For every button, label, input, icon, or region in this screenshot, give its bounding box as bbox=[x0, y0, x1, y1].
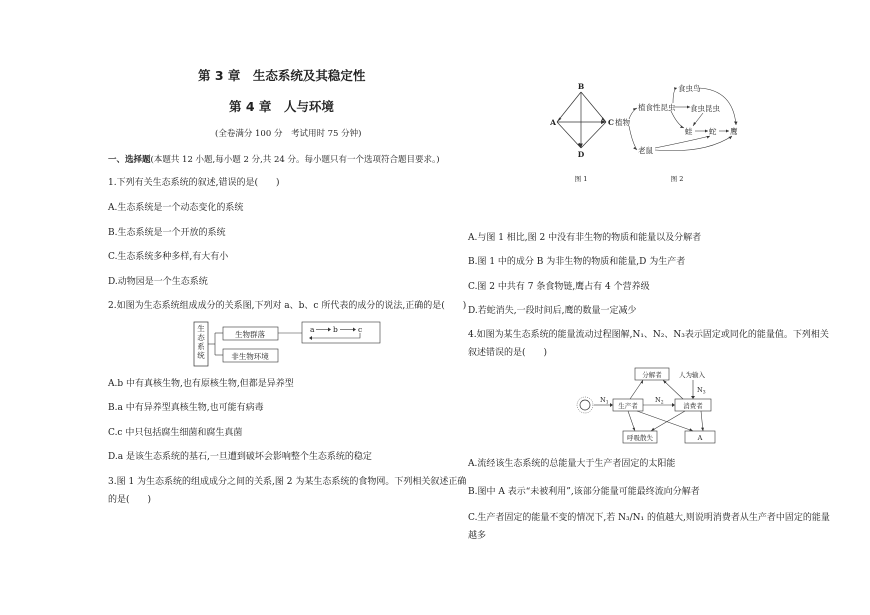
q2-root-char-1: 生 bbox=[197, 324, 205, 333]
q4-label-n1: $N_1$ bbox=[600, 396, 609, 406]
q3-fig2-mouse: 老鼠 bbox=[638, 146, 653, 155]
q2-label-a: a bbox=[310, 325, 315, 334]
q3-option-d: D.若蛇消失,一段时间后,鹰的数量一定减少 bbox=[468, 306, 637, 316]
q3-fig1-node-b: B bbox=[577, 82, 585, 91]
q4-option-b: B.图中 A 表示“未被利用”,该部分能量可能最终流向分解者 bbox=[468, 487, 700, 497]
q3-fig1-node-c: C bbox=[608, 118, 614, 127]
q4-respiration-label: 呼吸散失 bbox=[627, 434, 653, 442]
q2-environment-label: 非生物环境 bbox=[231, 352, 269, 361]
q1-option-d: D.动物园是一个生态系统 bbox=[108, 277, 208, 287]
q1-option-a: A.生态系统是一个动态变化的系统 bbox=[108, 203, 244, 213]
q2-root-char-3: 系 bbox=[197, 342, 205, 351]
section-heading bbox=[108, 154, 440, 166]
section-title: 一、选择题 bbox=[108, 155, 151, 165]
q3-fig2-snake: 蛇 bbox=[709, 127, 717, 136]
q2-option-d: D.a 是该生态系统的基石,一旦遭到破坏会影响整个生态系统的稳定 bbox=[108, 452, 372, 462]
q3-fig1-node-a: A bbox=[550, 118, 556, 127]
q4-box-a-label: A bbox=[697, 434, 703, 442]
q1-option-b: B.生态系统是一个开放的系统 bbox=[108, 228, 226, 238]
q4-diagram bbox=[575, 365, 745, 447]
q4-option-a: A.流经该生态系统的总能量大于生产者固定的太阳能 bbox=[468, 459, 676, 469]
q4-option-c-line2: 越多 bbox=[468, 531, 487, 541]
q4-consumer-label: 消费者 bbox=[683, 402, 703, 410]
q3-option-c: C.图 2 中共有 7 条食物链,鹰占有 4 个营养级 bbox=[468, 282, 650, 292]
q2-root-char-4: 统 bbox=[197, 351, 205, 360]
q3-option-b: B.图 1 中的成分 B 为非生物的物质和能量,D 为生产者 bbox=[468, 257, 686, 267]
section-instructions: (本题共 12 小题,每小题 2 分,共 24 分。每小题只有一个选项符合题目要求。) bbox=[150, 155, 440, 165]
q3-figure2 bbox=[615, 80, 745, 185]
q4-label-n3: $N_3$ bbox=[697, 386, 706, 396]
q3-fig2-herbivore-insect: 植食性昆虫 bbox=[638, 103, 676, 112]
q3-fig2-insectivore-bird: 食虫鸟 bbox=[678, 84, 701, 93]
q3-option-a: A.与图 1 相比,图 2 中没有非生物的物质和能量以及分解者 bbox=[468, 233, 702, 243]
sun-icon bbox=[577, 397, 593, 413]
q2-community-label: 生物群落 bbox=[235, 330, 265, 339]
q2-label-c: c bbox=[358, 325, 363, 334]
q1-stem: 1.下列有关生态系统的叙述,错误的是( ) bbox=[108, 178, 280, 188]
chapter4-title: 第 4 章 人与环境 bbox=[229, 99, 334, 114]
q4-option-c-line1: C.生产者固定的能量不变的情况下,若 N₃/N₁ 的值越大,则说明消费者从生产者中固定的能量 bbox=[468, 513, 830, 523]
q2-diagram bbox=[190, 320, 390, 370]
q3-fig2-frog: 蛙 bbox=[685, 127, 693, 136]
q2-root-char-2: 态 bbox=[197, 333, 205, 342]
q2-option-a: A.b 中有真核生物,也有原核生物,但都是异养型 bbox=[108, 379, 294, 389]
q2-option-b: B.a 中有异养型真核生物,也可能有病毒 bbox=[108, 403, 264, 413]
q1-option-c: C.生态系统多种多样,有大有小 bbox=[108, 252, 229, 262]
q3-fig1-caption: 图 1 bbox=[574, 175, 588, 183]
q4-stem-line2: 叙述错误的是( ) bbox=[468, 348, 548, 358]
q3-fig1-node-d: D bbox=[577, 150, 585, 159]
q3-fig2-hawk: 鹰 bbox=[730, 127, 738, 136]
q2-option-c: C.c 中只包括腐生细菌和腐生真菌 bbox=[108, 428, 243, 438]
q4-human-input-label: 人为输入 bbox=[679, 371, 705, 379]
q4-decomposer-label: 分解者 bbox=[642, 371, 662, 379]
q4-label-n2: $N_2$ bbox=[655, 396, 664, 406]
q4-producer-label: 生产者 bbox=[618, 402, 638, 410]
q3-figure1 bbox=[545, 80, 625, 185]
chapter3-title: 第 3 章 生态系统及其稳定性 bbox=[198, 68, 366, 83]
q3-fig2-insectivore-insect: 食虫昆虫 bbox=[690, 104, 720, 113]
q3-fig2-caption: 图 2 bbox=[670, 175, 684, 183]
exam-info: (全卷满分 100 分 考试用时 75 分钟) bbox=[215, 129, 362, 139]
q3-fig2-plant: 植物 bbox=[615, 118, 630, 127]
q3-stem-line2: 的是( ) bbox=[108, 495, 152, 505]
q2-label-b: b bbox=[333, 325, 338, 334]
q2-stem: 2.如图为生态系统组成成分的关系图,下列对 a、b、c 所代表的成分的说法,正确的是( ) bbox=[108, 301, 467, 311]
q3-stem-line1: 3.图 1 为生态系统的组成成分之间的关系,图 2 为某生态系统的食物网。下列相关叙述正确 bbox=[108, 477, 467, 487]
q4-stem-line1: 4.如图为某生态系统的能量流动过程图解,N₁、N₂、N₃表示固定或同化的能量值。下列相关 bbox=[468, 330, 829, 340]
